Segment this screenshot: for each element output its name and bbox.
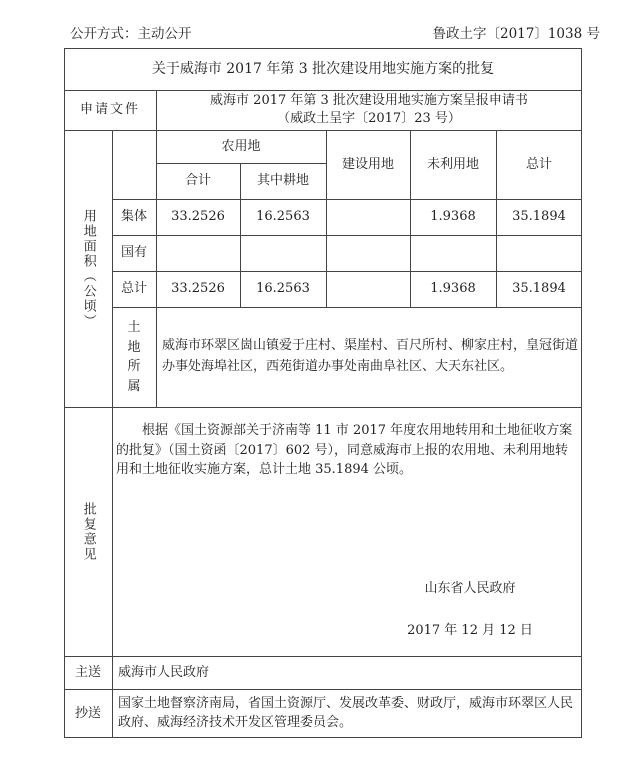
row-state-farmland-total (156, 235, 240, 271)
row-collective-total: 35.1894 (512, 209, 566, 225)
document-title: 关于威海市 2017 年第 3 批次建设用地实施方案的批复 (151, 60, 495, 77)
row-sum-label: 总计 (120, 281, 147, 297)
header-farmland: 农用地 (221, 138, 261, 154)
application-value (156, 90, 582, 130)
cc-label: 抄送 (74, 705, 101, 721)
location-label: 土地所属 (127, 320, 141, 394)
application-line-2: （威政土呈字〔2017〕23 号） (277, 111, 461, 126)
approval-text: 根据《国土资源部关于济南等 11 市 2017 年度农用地转用和土地征收方案的批复》（国土资函〔2017〕602 号），同意威海市上报的农用地、未利用地转用和土地征收实施方案，总计土地 35.1894 公顷。 (116, 423, 573, 477)
main-recipient-label: 主送 (74, 664, 101, 680)
disclosure-mode: 公开方式：主动公开 (70, 26, 192, 42)
cc-value: 国家土地督察济南局，省国土资源厅、发展改革委、财政厅，威海市环翠区人民政府、威海经济技术开发区管理委员会。 (118, 695, 574, 730)
header-arable: 其中耕地 (256, 173, 309, 189)
approval-label-cell (64, 407, 112, 656)
area-label: 用地面积（公顷） (80, 208, 96, 329)
document-number: 鲁政土字〔2017〕1038 号 (432, 26, 600, 42)
header-construction: 建设用地 (341, 156, 394, 172)
row-collective-unused: 1.9368 (430, 209, 476, 225)
row-state-total (496, 235, 582, 271)
header-farmland-total: 合计 (184, 173, 211, 189)
row-state-construction (326, 235, 410, 271)
row-sum-unused: 1.9368 (430, 281, 476, 297)
approval-date: 2017 年 12 月 12 日 (407, 623, 533, 639)
approval-issuer: 山东省人民政府 (424, 581, 516, 597)
application-line-1: 威海市 2017 年第 3 批次建设用地实施方案呈报申请书 (210, 93, 528, 109)
main-recipient-value: 威海市人民政府 (118, 664, 210, 680)
row-sum-farmland-total: 33.2526 (171, 281, 225, 297)
row-collective-construction (326, 199, 410, 235)
row-state-unused (410, 235, 496, 271)
row-sum-arable: 16.2563 (256, 281, 310, 297)
row-collective-farmland-total: 33.2526 (171, 209, 225, 225)
row-sum-construction (326, 271, 410, 307)
header-unused: 未利用地 (426, 156, 479, 172)
row-sum-total: 35.1894 (512, 281, 566, 297)
row-state-label: 国有 (120, 245, 147, 261)
application-label: 申请文件 (79, 102, 140, 118)
location-text: 威海市环翠区崮山镇爱于庄村、渠崖村、百尺所村、柳家庄村，皇冠街道办事处海埠社区，西苑街道办事处南曲阜社区、大天东社区。 (162, 338, 579, 374)
header-total: 总计 (525, 156, 552, 172)
row-state-arable (240, 235, 326, 271)
row-collective-label: 集体 (120, 209, 147, 225)
approval-label: 批复意见 (80, 501, 96, 562)
area-label-cell (64, 130, 112, 407)
row-collective-arable: 16.2563 (256, 209, 310, 225)
